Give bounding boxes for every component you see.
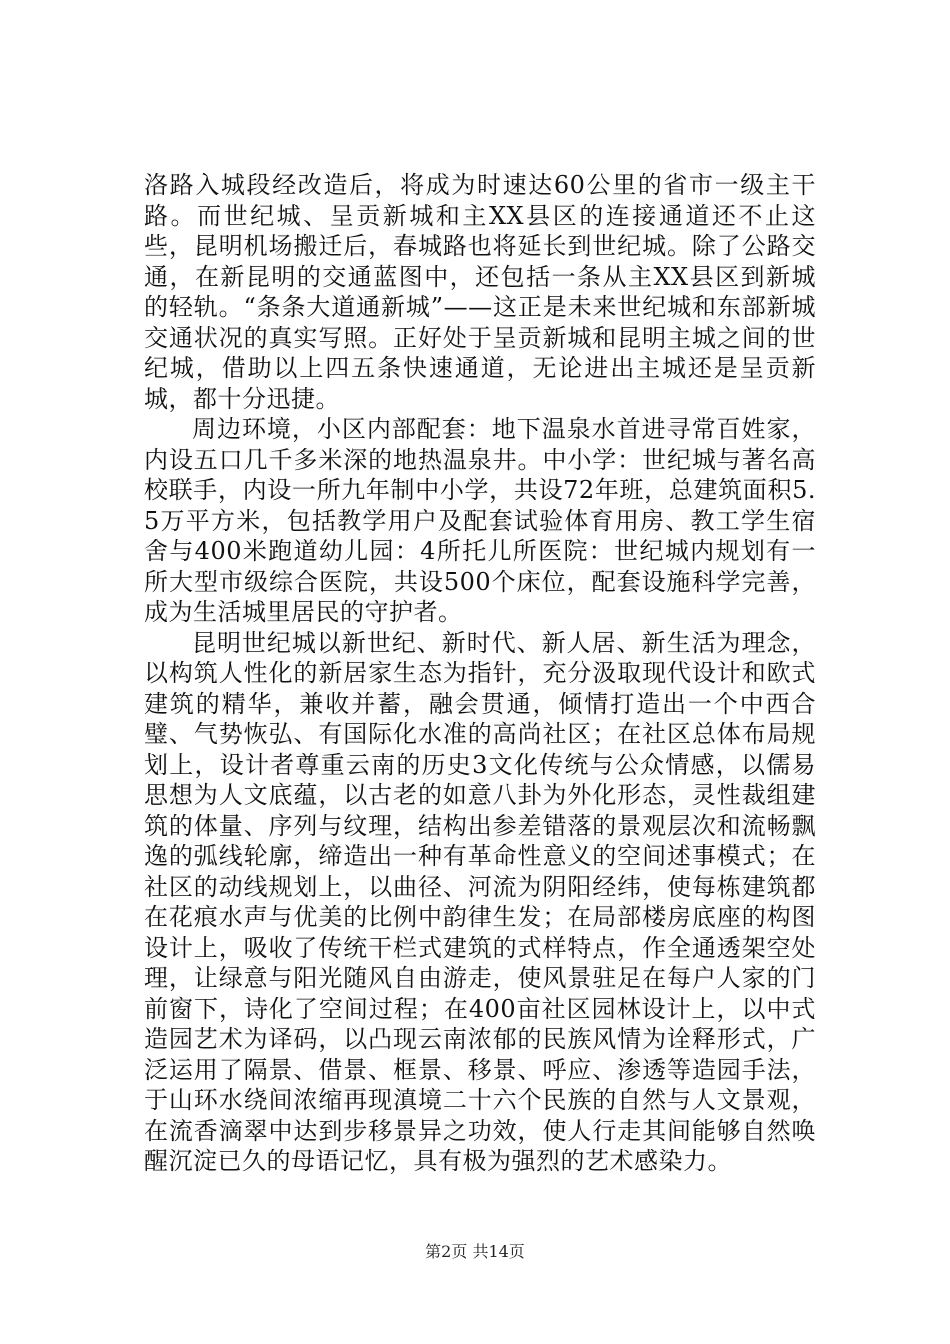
page-number-footer: 第2页 共14页 (425, 1242, 525, 1261)
paragraph-facilities: 周边环境，小区内部配套：地下温泉水首进寻常百姓家，内设五口几千多米深的地热温泉井。中小学：世纪城与著名高校联手，内设一所九年制中小学，共设72年班，总建筑面积5.5万平方米，包括教学用户及配套试验体育用房、教工学生宿舍与400米跑道幼儿园：4所托儿所医院：世纪城内规划有一所大型市级综合医院，共设500个床位，配套设施科学完善，成为生活城里居民的守护者。 (144, 415, 816, 626)
paragraph-transport: 洛路入城段经改造后，将成为时速达60公里的省市一级主干路。而世纪城、呈贡新城和主XX县区的连接通道还不止这些，昆明机场搬迁后，春城路也将延长到世纪城。除了公路交通，在新昆明的交通蓝图中，还包括一条从主XX县区到新城的轻轨。“条条大道通新城”——这正是未来世纪城和东部新城交通状况的真实写照。正好处于呈贡新城和昆明主城之间的世纪城，借助以上四五条快速通道，无论进出主城还是呈贡新城，都十分迅捷。 (144, 171, 816, 413)
document-body (144, 170, 816, 1177)
paragraph-design: 昆明世纪城以新世纪、新时代、新人居、新生活为理念，以构筑人性化的新居家生态为指针，充分汲取现代设计和欧式建筑的精华，兼收并蓄，融会贯通，倾情打造出一个中西合璧、气势恢弘、有国际化水准的高尚社区；在社区总体布局规划上，设计者尊重云南的历史3文化传统与公众情感，以儒易思想为人文底蕴，以古老的如意八卦为外化形态，灵性裁组建筑的体量、序列与纹理，结构出参差错落的景观层次和流畅飘逸的弧线轮廓，缔造出一种有革命性意义的空间述事模式；在社区的动线规划上，以曲径、河流为阴阳经纬，使每栋建筑都在花痕水声与优美的比例中韵律生发；在局部楼房底座的构图设计上，吸收了传统干栏式建筑的式样特点，作全通透架空处理，让绿意与阳光随风自由游走，使风景驻足在每户人家的门前窗下，诗化了空间过程；在400亩社区园林设计上，以中式造园艺术为译码，以凸现云南浓郁的民族风情为诠释形式，广泛运用了隔景、借景、框景、移景、呼应、渗透等造园手法，于山环水绕间浓缩再现滇境二十六个民族的自然与人文景观，在流香滴翠中达到步移景异之功效，使人行走其间能够自然唤醒沉淀已久的母语记忆，具有极为强烈的艺术感染力。 (144, 628, 816, 1175)
